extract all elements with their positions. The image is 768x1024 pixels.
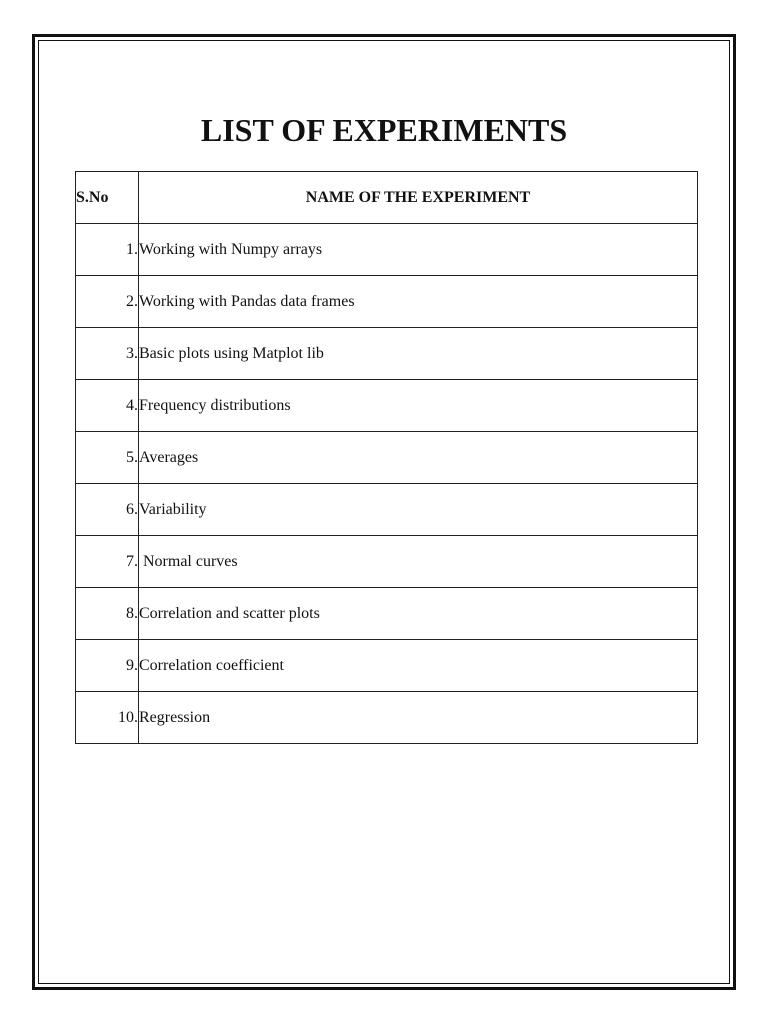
table-row — [76, 692, 698, 744]
row-serial-number: 8. — [76, 588, 139, 640]
table-row — [76, 224, 698, 276]
row-experiment-name: Regression — [139, 692, 698, 744]
table-row — [76, 536, 698, 588]
row-experiment-name: Basic plots using Matplot lib — [139, 328, 698, 380]
row-experiment-name: Averages — [139, 432, 698, 484]
table-header-row — [76, 172, 698, 224]
column-header-sno: S.No — [76, 172, 139, 224]
table-row — [76, 588, 698, 640]
row-experiment-name: Working with Pandas data frames — [139, 276, 698, 328]
table-row — [76, 276, 698, 328]
row-experiment-name: Normal curves — [139, 536, 698, 588]
experiments-table — [75, 171, 698, 744]
table-row — [76, 432, 698, 484]
table-row — [76, 640, 698, 692]
row-serial-number: 7. — [76, 536, 139, 588]
column-header-name: NAME OF THE EXPERIMENT — [139, 172, 698, 224]
row-serial-number: 6. — [76, 484, 139, 536]
row-serial-number: 9. — [76, 640, 139, 692]
table-row — [76, 484, 698, 536]
table-row — [76, 328, 698, 380]
table-row — [76, 380, 698, 432]
row-experiment-name: Correlation and scatter plots — [139, 588, 698, 640]
row-experiment-name: Frequency distributions — [139, 380, 698, 432]
page-title: LIST OF EXPERIMENTS — [200, 112, 568, 148]
row-serial-number: 3. — [76, 328, 139, 380]
row-experiment-name: Correlation coefficient — [139, 640, 698, 692]
row-experiment-name: Variability — [139, 484, 698, 536]
row-serial-number: 10. — [76, 692, 139, 744]
row-serial-number: 4. — [76, 380, 139, 432]
row-serial-number: 2. — [76, 276, 139, 328]
row-experiment-name: Working with Numpy arrays — [139, 224, 698, 276]
row-serial-number: 5. — [76, 432, 139, 484]
row-serial-number: 1. — [76, 224, 139, 276]
